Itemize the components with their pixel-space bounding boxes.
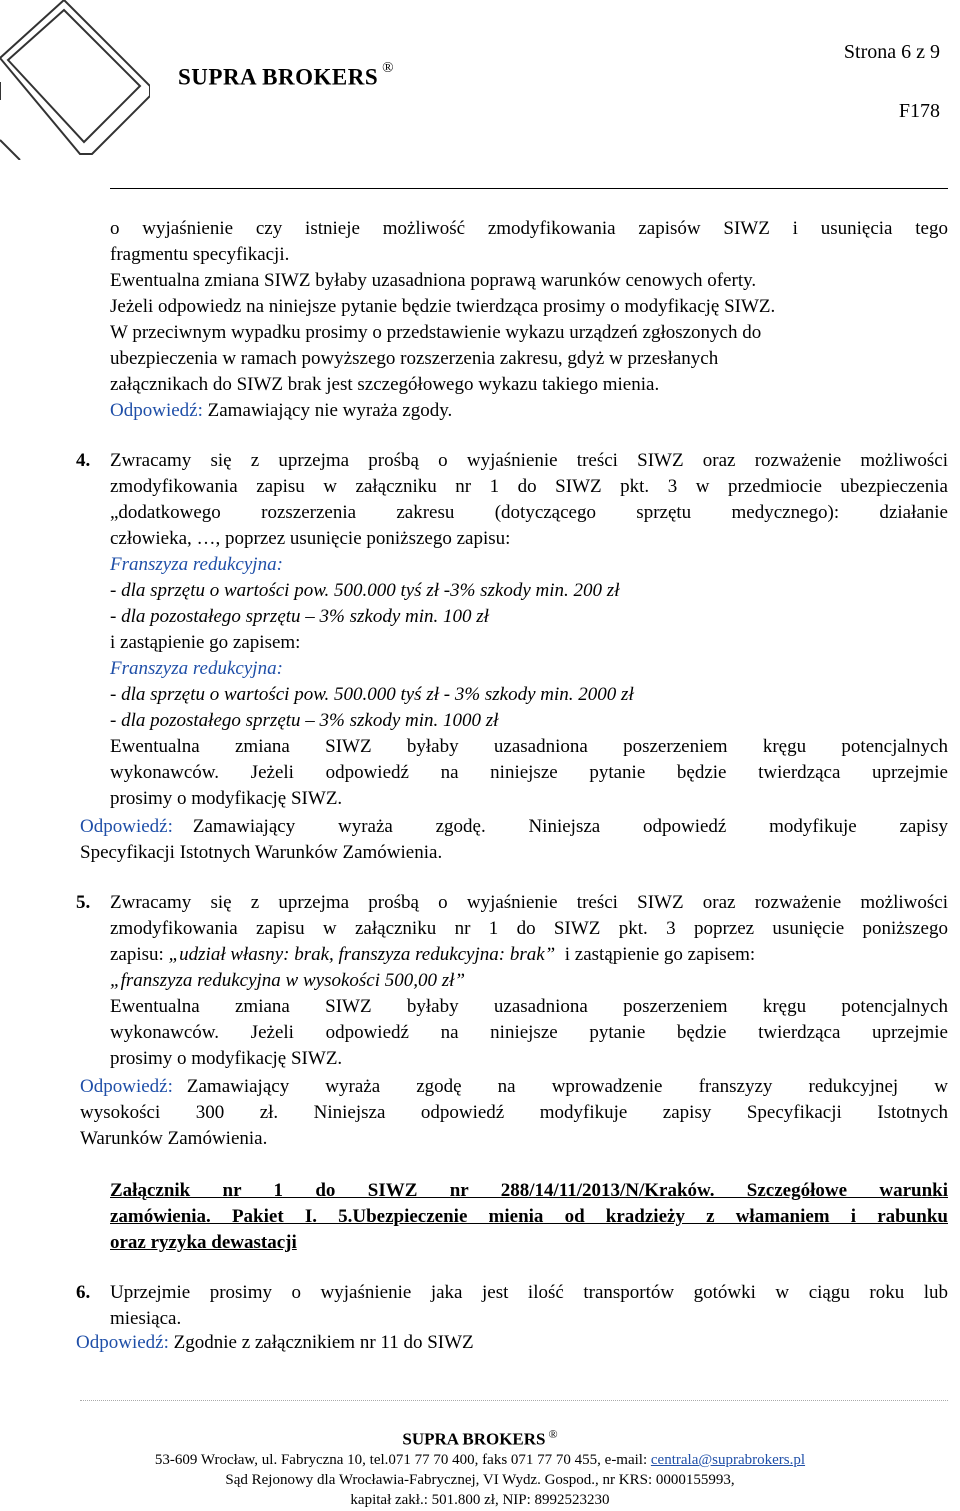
q4-line: prosimy o modyfikację SIWZ. — [110, 788, 343, 809]
header-rule — [110, 188, 948, 189]
q5-line: „franszyza redukcyjna w wysokości 500,00 zł” — [110, 970, 466, 991]
page-number: Strona 6 z 9 — [843, 41, 940, 63]
question-number: 6. — [76, 1282, 91, 1303]
answer-4-line: Specyfikacji Istotnych Warunków Zamówienia. — [80, 842, 443, 863]
q4-line: człowieka, …, poprzez usunięcie poniższego zapisu: — [110, 528, 511, 549]
answer-label: Odpowiedź: — [76, 1332, 169, 1353]
body-line: Ewentualna zmiana SIWZ byłaby uzasadniona poprawą warunków cenowych oferty. — [110, 270, 757, 291]
q4-line: - dla sprzętu o wartości pow. 500.000 tyś zł -3% szkody min. 200 zł — [110, 580, 620, 601]
email-link[interactable]: centrala@suprabrokers.pl — [650, 1452, 806, 1468]
q4-line: wykonawców. Jeżeli odpowiedź na niniejsze pytanie będzie twierdząca uprzejmie — [110, 762, 948, 783]
q4-line: - dla pozostałego sprzętu – 3% szkody min. 100 zł — [110, 606, 489, 627]
answer-label: Odpowiedź: — [110, 400, 203, 421]
answer-label: Odpowiedź: — [80, 1076, 173, 1097]
q4-line: - dla pozostałego sprzętu – 3% szkody min. 1000 zł — [110, 710, 499, 731]
body-line: W przeciwnym wypadku prosimy o przedstawienie wykazu urządzeń zgłoszonych do — [110, 322, 762, 343]
footer-brand: SUPRA BROKERS ® — [402, 1427, 558, 1449]
answer-1: Odpowiedź: Zamawiający nie wyraża zgody. — [110, 400, 453, 421]
q6-line: Uprzejmie prosimy o wyjaśnienie jaka jest ilość transportów gotówki w ciągu roku lub — [110, 1282, 948, 1303]
q5-line: Ewentualna zmiana SIWZ byłaby uzasadniona poszerzeniem kręgu potencjalnych — [110, 996, 948, 1017]
body-line: załącznikach do SIWZ brak jest szczegółowego wykazu takiego mienia. — [110, 374, 660, 395]
footer-rule — [80, 1400, 948, 1401]
q4-line: i zastąpienie go zapisem: — [110, 632, 301, 653]
q4-line: Ewentualna zmiana SIWZ byłaby uzasadniona poszerzeniem kręgu potencjalnych — [110, 736, 948, 757]
q4-line: - dla sprzętu o wartości pow. 500.000 tyś zł - 3% szkody min. 2000 zł — [110, 684, 634, 705]
footer-court: Sąd Rejonowy dla Wrocławia-Fabrycznej, VI Wydz. Gospod., nr KRS: 0000155993, — [225, 1472, 735, 1488]
q4-line: Franszyza redukcyjna: — [110, 554, 283, 575]
body-line: Jeżeli odpowiedz na niniejsze pytanie będzie twierdząca prosimy o modyfikację SIWZ. — [110, 296, 776, 317]
brand-name: SUPRA BROKERS ® — [178, 60, 395, 90]
q5-line: Zwracamy się z uprzejma prośbą o wyjaśnienie treści SIWZ oraz rozważenie możliwości — [110, 892, 948, 913]
q6-line: miesiąca. — [110, 1308, 182, 1329]
answer-5-line: wysokości 300 zł. Niniejsza odpowiedź modyfikuje zapisy Specyfikacji Istotnych — [80, 1102, 948, 1123]
answer-label: Odpowiedź: — [80, 816, 173, 837]
q5-line: zapisu: „udział własny: brak, franszyza redukcyjna: brak” i zastąpienie go zapisem: — [110, 944, 756, 965]
q4-line: Franszyza redukcyjna: — [110, 658, 283, 679]
body-line: o wyjaśnienie czy istnieje możliwość zmodyfikowania zapisów SIWZ i usunięcia tego — [110, 218, 948, 239]
form-code: F178 — [898, 100, 940, 122]
question-number: 5. — [76, 892, 91, 913]
attachment-heading: zamówienia. Pakiet I. 5.Ubezpieczenie mienia od kradzieży z włamaniem i rabunku — [110, 1206, 948, 1227]
body-line: ubezpieczenia w ramach powyższego rozszerzenia zakresu, gdyż w przesłanych — [110, 348, 719, 369]
answer-5-line: Warunków Zamówienia. — [80, 1128, 268, 1149]
question-number: 4. — [76, 450, 91, 471]
footer-address: 53-609 Wrocław, ul. Fabryczna 10, tel.071 77 70 400, faks 071 77 70 455, e-mail: centrala@suprabrokers.pl — [154, 1452, 806, 1468]
attachment-heading: oraz ryzyka dewastacji — [110, 1232, 297, 1253]
q5-line: prosimy o modyfikację SIWZ. — [110, 1048, 343, 1069]
q4-line: Zwracamy się z uprzejma prośbą o wyjaśnienie treści SIWZ oraz rozważenie możliwości — [110, 450, 948, 471]
answer-4: Odpowiedź: Zamawiający wyraża zgodę. Niniejsza odpowiedź modyfikuje zapisy — [80, 814, 948, 840]
answer-6: Odpowiedź: Zgodnie z załącznikiem nr 11 do SIWZ — [76, 1332, 474, 1353]
q5-line: zmodyfikowania zapisu w załączniku nr 1 do SIWZ pkt. 3 poprzez usunięcie poniższego — [110, 918, 948, 939]
q5-line: wykonawców. Jeżeli odpowiedź na niniejsze pytanie będzie twierdząca uprzejmie — [110, 1022, 948, 1043]
company-logo — [0, 0, 150, 160]
body-line: fragmentu specyfikacji. — [110, 244, 290, 265]
footer-capital: kapitał zakł.: 501.800 zł, NIP: 8992523230 — [350, 1492, 610, 1508]
q4-line: zmodyfikowania zapisu w załączniku nr 1 do SIWZ pkt. 3 w przedmiocie ubezpieczenia — [110, 476, 948, 497]
answer-5: Odpowiedź: Zamawiający wyraża zgodę na wprowadzenie franszyzy redukcyjnej w — [80, 1074, 948, 1100]
attachment-heading: Załącznik nr 1 do SIWZ nr 288/14/11/2013/N/Kraków. Szczegółowe warunki — [110, 1180, 948, 1201]
q4-line: „dodatkowego rozszerzenia zakresu (dotyczącego sprzętu medycznego): działanie — [110, 502, 948, 523]
